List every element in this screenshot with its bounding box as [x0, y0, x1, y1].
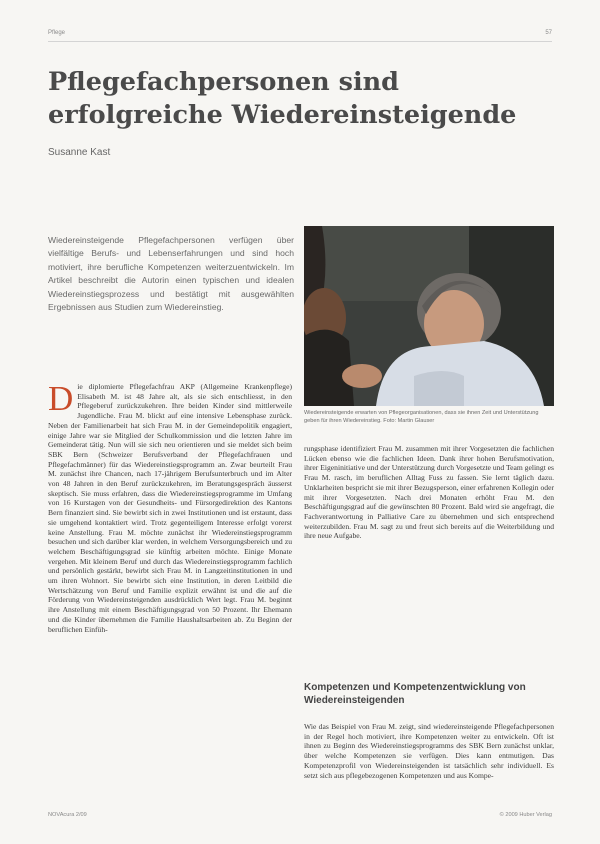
body-column-3: Wie das Beispiel von Frau M. zeigt, sind wiedereinsteigende Pflegefachpersonen in der Regel hoch motiviert, ihre Kompetenzen weiter zu entwickeln. Oft ist ihnen zu Beginn des Wiedereinstiegsprogramms des SBK Bern zunächst unklar, über welche Kompetenzen sie verfügen. Dies kann entmutigen. Das Kompetenzprofil von Wiedereinsteigenden ist tatsächlich sehr individuell. Es setzt sich aus pflegebezogenen Kompetenzen und aus Kompe-: [304, 722, 554, 780]
body-column-2: rungsphase identifiziert Frau M. zusammen mit ihrer Vorgesetzten die fachlichen Lücken ebenso wie die fachlichen Ideen. Dank ihrer hohen Berufsmotivation, ihrer Eigeninitiative und der Unterstützung durch Vorgesetzte und Team gelingt es Frau M. rasch, im beruflichen Alltag Fuss zu fassen. Sie lernt täglich dazu. Unklarheiten bespricht sie mit ihrer Bezugsperson, einer erfahrenen Kollegin oder mit ihrer Vorgesetzten. Nach drei Monaten erhöht Frau M. den Beschäftigungsgrad auf die gewünschten 80 Prozent. Bald wird sie angefragt, die Fachverantwortung in Palliative Care zu übernehmen und sich entsprechend weiterzubilden. Frau M. sagt zu und freut sich bereits auf die Weiterbildung und ihre neue Aufgabe.: [304, 444, 554, 541]
article-title: Pflegefachpersonen sind erfolgreiche Wiedereinsteigende: [48, 67, 517, 130]
header-section: Pflege: [48, 30, 66, 36]
body-text-1: ie diplomierte Pflegefachfrau AKP (Allgemeine Krankenpflege) Elisabeth M. ist 48 Jahre alt, als sie sich entschliesst, in den Pflegeberuf zurückzukehren. Ihre beiden Kinder sind mittlerweile Jugendliche. Frau M. blickt auf eine intensive Lebensphase zurück. Neben der Familienarbeit hat sich Frau M. in der Gemeindepolitik engagiert, einige Jahre war sie Mitglied der Schulkommission und die letzten Jahre im Gemeinderat tätig. Nun will sie sich neu orientieren und sie meldet sich beim SBK Bern (Schweizer Berufsverband der Pflegefachfrauen und Pflegefachmänner) für das Wiedereinstiegsprogramm an. Zwar beurteilt Frau M. zunächst ihre Chancen, nach 17-jährigem Berufsunterbruch und im Alter von 48 Jahren in den Beruf zurückzukehren, im Beratungsgespräch äusserst skeptisch. Sie muss erfahren, dass die Wiedereinstiegsprogramme im Umfang von 16 Kurstagen von der Gesundheits- und Fürsorgedirektion des Kantons Bern finanziert sind. Sie bewirbt sich in zwei Institutionen und ist erstaunt, dass sie umgehend kontaktiert wird. Trotz gegenteiligem Interesse erfolgt vorerst keine Anstellung. Frau M. möchte zunächst ihr Wiedereinstiegsprogramm besuchen und sich darüber klar werden, in welchem Versorgungsbereich und zu welchem Beschäftigungsgrad sie künftig arbeiten möchte. Einige Monate vergehen. Mit kleinem Beruf und durch das Wiedereinstiegsprogramm fachlich und persönlich gestärkt, bewirbt sich Frau M. in Langzeitinstitutionen in und um ihren Wohnort. Sie bewirbt sich eine Institution, in deren Leitbild die Wertschätzung von Beruf und Familie explizit erwähnt ist und die auf die Förderung von Wiedereinsteigenden ausdrücklich Wert legt. Frau M. beginnt ihre Anstellung mit einem Beschäftigungsgrad von 50 Prozent. Ihr Ehemann und die Kinder übernehmen die Familie Haushaltsarbeiten ab. Zu Beginn der beruflichen Einfüh-: [48, 382, 292, 634]
footer-left: NOVAcura 2/09: [48, 812, 87, 818]
footer-right: © 2009 Huber Verlag: [499, 812, 552, 818]
drop-cap: D: [48, 379, 74, 418]
author-name: Susanne Kast: [48, 147, 111, 158]
photo-caption: Wiedereinsteigende erwarten von Pflegeorganisationen, dass sie ihnen Zeit und Unterstützung geben für ihren Wiedereinstieg. Foto: Martin Glauser: [304, 410, 539, 424]
header-page-number: 57: [545, 30, 552, 36]
running-header: [48, 30, 552, 38]
body-column-1: [48, 379, 292, 634]
article-photo: [304, 226, 554, 406]
lead-paragraph: Wiedereinsteigende Pflegefachpersonen verfügen über vielfältige Berufs- und Lebenserfahrungen und sind hoch motiviert, ihre berufliche Kompetenzen weiterzuentwickeln. Im Artikel beschreibt die Autorin einen typischen und idealen Wiedereinstiegsprozess und bestätigt mit ausgewählten Ergebnissen aus Studien zum Wiedereinstieg.: [48, 235, 294, 313]
photo-illustration: [304, 226, 554, 406]
header-divider: [48, 41, 552, 42]
section-subheading: Kompetenzen und Kompetenzentwicklung von Wiedereinsteigenden: [304, 682, 526, 706]
page-footer: [48, 812, 552, 818]
